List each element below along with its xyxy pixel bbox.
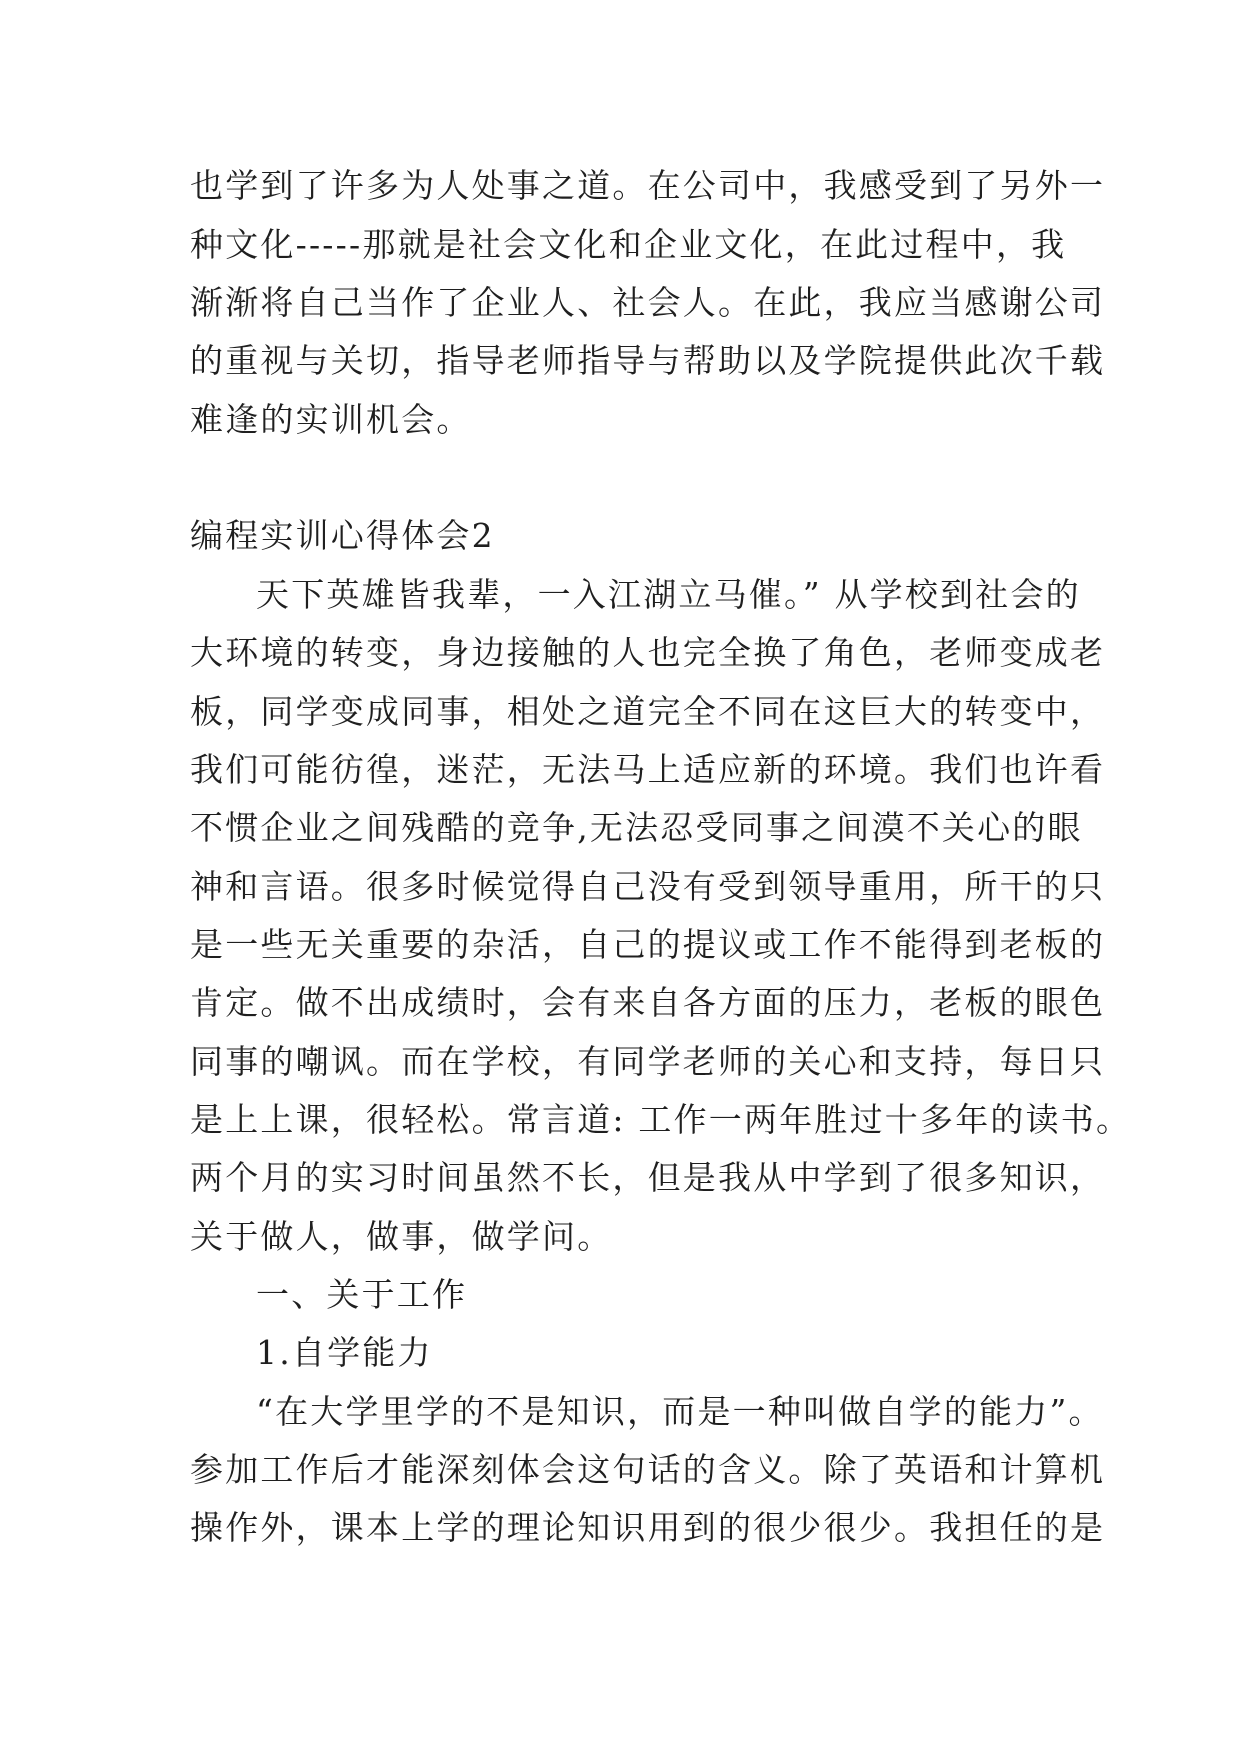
text-line: 两个月的实习时间虽然不长，但是我从中学到了很多知识， xyxy=(190,1158,1106,1197)
text-line: 渐渐将自己当作了企业人、社会人。在此，我应当感谢公司 xyxy=(190,283,1106,322)
text-line: 板，同学变成同事，相处之道完全不同在这巨大的转变中， xyxy=(190,692,1106,731)
subsection-heading: 1.自学能力 xyxy=(256,1333,433,1372)
text-line: 天下英雄皆我辈，一入江湖立马催。” 从学校到社会的 xyxy=(256,575,1081,614)
text-line: 种文化-----那就是社会文化和企业文化，在此过程中，我 xyxy=(190,225,1067,264)
text-line: 参加工作后才能深刻体会这句话的含义。除了英语和计算机 xyxy=(190,1450,1106,1489)
text-line: 是一些无关重要的杂活，自己的提议或工作不能得到老板的 xyxy=(190,925,1106,964)
text-line: 也学到了许多为人处事之道。在公司中，我感受到了另外一 xyxy=(190,166,1106,205)
text-line: 不惯企业之间残酷的竞争,无法忍受同事之间漠不关心的眼 xyxy=(190,808,1083,847)
text-line: 的重视与关切，指导老师指导与帮助以及学院提供此次千载 xyxy=(190,341,1106,380)
text-line: 是上上课，很轻松。常言道: 工作一两年胜过十多年的读书。 xyxy=(190,1100,1132,1139)
text-line: 难逢的实训机会。 xyxy=(190,400,472,439)
section-heading: 编程实训心得体会2 xyxy=(190,516,495,555)
text-line: 同事的嘲讽。而在学校，有同学老师的关心和支持，每日只 xyxy=(190,1042,1106,1081)
text-line: 肯定。做不出成绩时，会有来自各方面的压力，老板的眼色 xyxy=(190,983,1106,1022)
text-line: 我们可能彷徨，迷茫，无法马上适应新的环境。我们也许看 xyxy=(190,750,1106,789)
text-line: 神和言语。很多时候觉得自己没有受到领导重用，所干的只 xyxy=(190,867,1106,906)
subsection-heading: 一、关于工作 xyxy=(256,1275,468,1314)
text-line: 大环境的转变，身边接触的人也完全换了角色，老师变成老 xyxy=(190,633,1106,672)
text-line: 操作外，课本上学的理论知识用到的很少很少。我担任的是 xyxy=(190,1508,1106,1547)
text-line: 关于做人，做事，做学问。 xyxy=(190,1217,613,1256)
text-line: “在大学里学的不是知识，而是一种叫做自学的能力”。 xyxy=(256,1392,1104,1431)
